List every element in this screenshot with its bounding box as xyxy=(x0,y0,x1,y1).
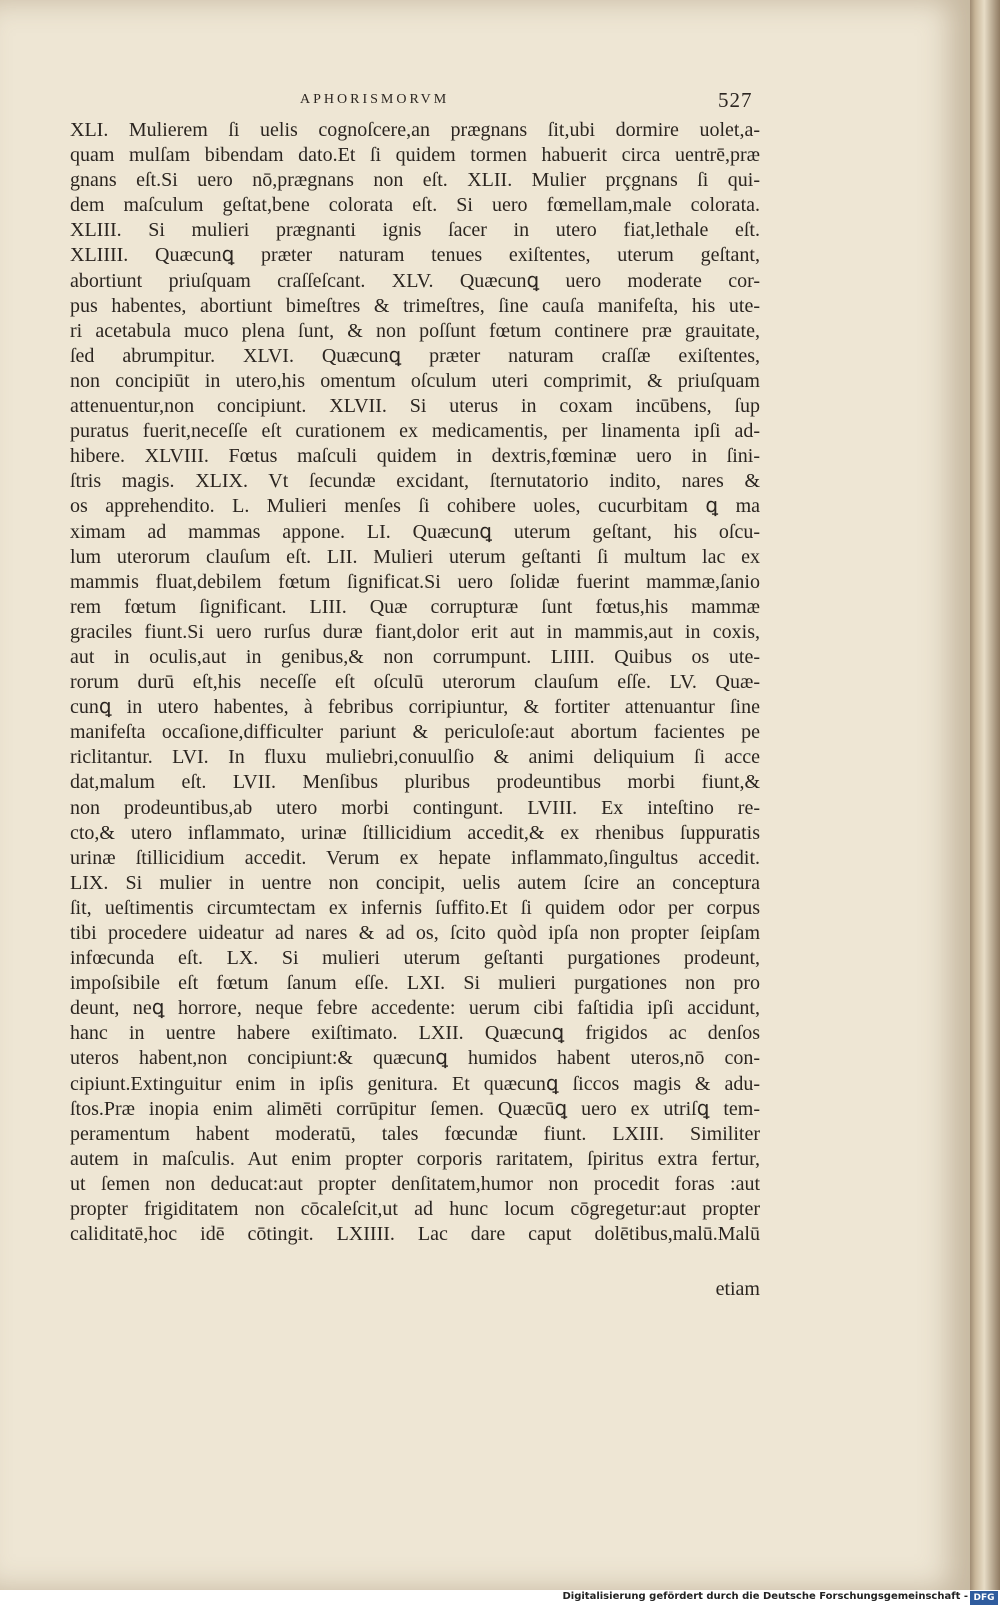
text-line: pus habentes, abortiunt bimeſtres & trimeſtres, ſine cauſa manifeſta, his ute- xyxy=(70,294,760,317)
text-line: hibere. XLVIII. Fœtus maſculi quidem in dextris,fœminæ uero in ſini- xyxy=(70,445,760,468)
text-line: infœcunda eſt. LX. Si mulieri uterum geſtanti purgationes prodeunt, xyxy=(70,947,760,970)
text-line: ri acetabula muco plena ſunt, & non poſſunt fœtum continere præ grauitate, xyxy=(70,319,760,342)
text-line: LIX. Si mulier in uentre non concipit, uelis autem ſcire an conceptura xyxy=(70,871,760,894)
text-line: attenuentur,non concipiunt. XLVII. Si uterus in coxam incūbens, ſup xyxy=(70,395,760,418)
running-head xyxy=(70,88,760,118)
page-content xyxy=(70,88,760,1300)
text-line: caliditatē,hoc idē cōtingit. LXIIII. Lac dare caput dolētibus,malū.Malū xyxy=(70,1223,760,1246)
text-line: uteros habent,non concipiunt:& quæcunꝗ humidos habent uteros,nō con- xyxy=(70,1047,760,1070)
text-line: hanc in uentre habere exiſtimato. LXII. Quæcunꝗ frigidos ac denſos xyxy=(70,1022,760,1045)
footer-credit: Digitalisierung gefördert durch die Deutsche Forschungsgemeinschaft - xyxy=(562,1591,968,1602)
dfg-logo: DFG xyxy=(970,1591,998,1605)
footer-bar xyxy=(0,1590,1000,1607)
text-line: XLIII. Si mulieri prægnanti ignis ſacer in utero fiat,lethale eſt. xyxy=(70,219,760,242)
text-line: mammis fluat,debilem fœtum ſignificat.Si uero ſolidæ fuerint mammæ,ſanio xyxy=(70,570,760,593)
text-line: XLI. Mulierem ſi uelis cognoſcere,an prægnans ſit,ubi dormire uolet,a- xyxy=(70,119,760,141)
text-line: cto,& utero inflammato, urinæ ſtillicidium accedit,& ex rhenibus ſuppuratis xyxy=(70,821,760,844)
text-line: rorum durū eſt,his neceſſe eſt oſculū uterorum clauſum eſſe. LV. Quæ- xyxy=(70,671,760,694)
text-line: ſit, ueſtimentis circumtectam ex infernis ſuffito.Et ſi quidem odor per corpus xyxy=(70,896,760,919)
text-line: aut in oculis,aut in genibus,& non corrumpunt. LIIII. Quibus os ute- xyxy=(70,645,760,668)
text-line: ſed abrumpitur. XLVI. Quæcunꝗ præter naturam craſſæ exiſtentes, xyxy=(70,344,760,367)
text-line: lum uterorum clauſum eſt. LII. Mulieri uterum geſtanti ſi multum lac ex xyxy=(70,545,760,568)
text-line: riclitantur. LVI. In fluxu muliebri,conuulſio & animi deliquium ſi acce xyxy=(70,746,760,769)
text-line: ſtos.Præ inopia enim alimēti corrūpitur ſemen. Quæcūꝗ uero ex utriſꝗ tem- xyxy=(70,1097,760,1120)
running-head-title: APHORISMORVM xyxy=(300,92,450,107)
text-line: graciles fiunt.Si uero rurſus duræ fiant,dolor erit aut in mammis,aut in coxis, xyxy=(70,620,760,643)
text-line: cunꝗ in utero habentes, à febribus corripiuntur, & fortiter attenuantur ſine xyxy=(70,696,760,719)
catchword: etiam xyxy=(715,1278,760,1300)
text-line: abortiunt priuſquam craſſeſcant. XLV. Quæcunꝗ uero moderate cor- xyxy=(70,269,760,292)
page-edge xyxy=(965,0,1000,1590)
text-line: ſtris magis. XLIX. Vt ſecundæ excidant, ſternutatorio indito, nares & xyxy=(70,470,760,493)
text-line: quam mulſam bibendam dato.Et ſi quidem tormen habuerit circa uentrē,præ xyxy=(70,144,760,167)
text-line: dem maſculum geſtat,bene colorata eſt. Si uero fœmellam,male colorata. xyxy=(70,194,760,217)
text-line: gnans eſt.Si uero nō,prægnans non eſt. XLII. Mulier prçgnans ſi qui- xyxy=(70,169,760,192)
text-line: os apprehendito. L. Mulieri menſes ſi cohibere uoles, cucurbitam ꝗ ma xyxy=(70,495,760,518)
page-number: 527 xyxy=(718,88,753,112)
text-line: tibi procedere uideatur ad nares & ad os, ſcito quòd ipſa non propter ſeipſam xyxy=(70,922,760,944)
text-line: non prodeuntibus,ab utero morbi contingunt. LVIII. Ex inteſtino re- xyxy=(70,796,760,819)
text-line: cipiunt.Extinguitur enim in ipſis genitura. Et quæcunꝗ ſiccos magis & adu- xyxy=(70,1072,760,1095)
text-line: impoſsibile eſt fœtum ſanum eſſe. LXI. Si mulieri purgationes non pro xyxy=(70,972,760,995)
text-line: peramentum habent moderatū, tales fœcundæ fiunt. LXIII. Similiter xyxy=(70,1122,760,1145)
text-line: dat,malum eſt. LVII. Menſibus pluribus prodeuntibus morbi fiunt,& xyxy=(70,771,760,794)
text-line: rem fœtum ſignificant. LIII. Quæ corrupturæ ſunt fœtus,his mammæ xyxy=(70,595,760,618)
text-line: ut ſemen non deducat:aut propter denſitatem,humor non procedit foras :aut xyxy=(70,1172,760,1195)
text-line: XLIIII. Quæcunꝗ præter naturam tenues exiſtentes, uterum geſtant, xyxy=(70,244,760,267)
text-line: ximam ad mammas appone. LI. Quæcunꝗ uterum geſtant, his oſcu- xyxy=(70,520,760,543)
body-text xyxy=(70,118,760,1247)
text-line: autem in maſculis. Aut enim propter corporis raritatem, ſpiritus extra fertur, xyxy=(70,1147,760,1170)
text-line: non concipiūt in utero,his omentum oſculum uteri comprimit, & priuſquam xyxy=(70,369,760,392)
text-line: puratus fuerit,neceſſe eſt curationem ex medicamentis, per linamenta ipſi ad- xyxy=(70,420,760,443)
text-line: propter frigiditatem non cōcaleſcit,ut ad hunc locum cōgregetur:aut propter xyxy=(70,1198,760,1221)
text-line: manifeſta occaſione,difficulter pariunt & periculoſe:aut abortum facientes pe xyxy=(70,721,760,744)
text-line: deunt, neꝗ horrore, neque febre accedente: uerum cibi faſtidia ipſi accidunt, xyxy=(70,997,760,1020)
text-line: urinæ ſtillicidium accedit. Verum ex hepate inflammato,ſingultus accedit. xyxy=(70,846,760,869)
